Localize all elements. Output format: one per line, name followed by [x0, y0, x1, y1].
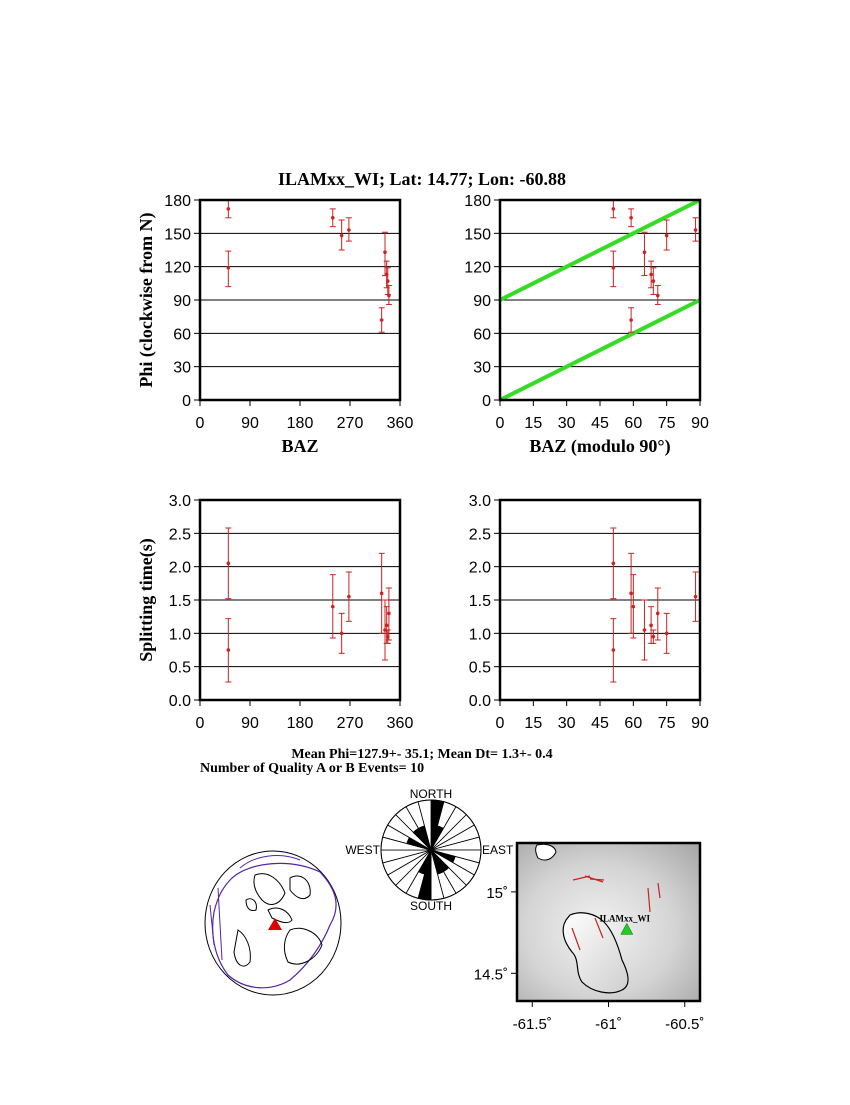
y-tick-label: 0.0 — [168, 693, 191, 710]
point-marker — [649, 273, 653, 277]
data-point — [641, 232, 647, 275]
point-marker — [340, 632, 344, 636]
map-x-tick-label: -61.5˚ — [512, 1016, 552, 1033]
x-tick-label: 0 — [195, 415, 205, 432]
point-marker — [612, 648, 616, 652]
x-tick-label: 0 — [195, 715, 205, 732]
point-marker — [629, 318, 633, 322]
point-marker — [665, 632, 669, 636]
data-point — [664, 220, 670, 250]
point-marker — [656, 612, 660, 616]
station-map — [474, 843, 705, 1033]
point-marker — [347, 228, 351, 232]
point-marker — [227, 562, 231, 566]
y-tick-label: 120 — [164, 259, 191, 277]
rose-west-label: WEST — [345, 843, 380, 857]
x-axis-label: BAZ — [281, 436, 319, 456]
y-tick-label: 2.5 — [468, 526, 491, 544]
point-marker — [652, 279, 656, 283]
dt-vs-baz-mod90-panel — [469, 493, 709, 732]
data-point — [330, 209, 336, 227]
y-tick-label: 0.5 — [468, 659, 491, 677]
data-point — [655, 588, 661, 640]
y-axis-label: Splitting time(s) — [136, 538, 156, 662]
y-tick-label: 0.5 — [168, 659, 191, 677]
y-tick-label: 60 — [473, 326, 491, 344]
point-marker — [612, 207, 616, 211]
y-tick-label: 0 — [182, 393, 191, 410]
x-tick-label: 90 — [691, 715, 709, 732]
x-tick-label: 360 — [386, 415, 414, 432]
x-tick-label: 90 — [241, 715, 259, 732]
data-point — [346, 572, 352, 621]
dt-vs-baz-panel — [136, 493, 413, 732]
data-point — [610, 619, 616, 682]
point-marker — [665, 234, 669, 238]
point-marker — [387, 294, 391, 298]
data-point — [655, 286, 661, 305]
x-tick-label: 45 — [591, 415, 609, 432]
x-tick-label: 180 — [286, 715, 314, 732]
globe-map — [205, 851, 341, 995]
y-axis-label: Phi (clockwise from N) — [136, 212, 156, 388]
x-tick-label: 30 — [557, 715, 576, 732]
data-point — [693, 572, 699, 621]
reference-line — [500, 300, 700, 400]
point-marker — [629, 592, 633, 596]
y-tick-label: 0 — [482, 393, 491, 410]
y-tick-label: 1.0 — [468, 626, 491, 644]
y-tick-label: 2.5 — [168, 526, 191, 544]
point-marker — [632, 605, 636, 609]
rose-east-label: EAST — [482, 843, 514, 857]
x-tick-label: 180 — [286, 415, 314, 432]
y-tick-label: 2.0 — [468, 559, 491, 577]
x-tick-label: 45 — [591, 715, 609, 732]
x-tick-label: 60 — [624, 715, 643, 732]
y-tick-label: 90 — [473, 293, 491, 310]
y-tick-label: 1.5 — [168, 593, 191, 610]
point-marker — [347, 595, 351, 599]
point-marker — [380, 592, 384, 596]
map-x-tick-label: -60.5˚ — [665, 1016, 705, 1033]
y-tick-label: 30 — [473, 359, 491, 377]
data-point — [386, 286, 392, 305]
x-tick-label: 0 — [495, 715, 505, 732]
phi-vs-baz-panel — [136, 193, 413, 456]
y-tick-label: 90 — [173, 293, 191, 310]
x-tick-label: 270 — [336, 415, 364, 432]
y-tick-label: 180 — [164, 193, 191, 210]
y-tick-label: 2.0 — [168, 559, 191, 577]
x-tick-label: 60 — [624, 415, 643, 432]
point-marker — [386, 279, 390, 283]
y-tick-label: 180 — [464, 193, 491, 210]
x-tick-label: 15 — [524, 415, 543, 432]
y-tick-label: 150 — [164, 226, 191, 244]
point-marker — [387, 612, 391, 616]
data-point — [610, 251, 616, 287]
data-point — [641, 600, 647, 660]
x-tick-label: 270 — [336, 715, 364, 732]
data-point — [385, 268, 391, 295]
y-tick-label: 1.0 — [168, 626, 191, 644]
mean-stats: Mean Phi=127.9+- 35.1; Mean Dt= 1.3+- 0.4 — [291, 747, 553, 762]
point-marker — [656, 294, 660, 298]
x-tick-label: 15 — [524, 715, 543, 732]
figure-title: ILAMxx_WI; Lat: 14.77; Lon: -60.88 — [278, 169, 566, 189]
data-point — [610, 200, 616, 218]
event-count: Number of Quality A or B Events= 10 — [200, 761, 425, 776]
point-marker — [694, 595, 698, 599]
data-point — [225, 200, 231, 218]
point-marker — [694, 228, 698, 232]
reference-line — [500, 200, 700, 300]
point-marker — [227, 266, 231, 270]
y-tick-label: 0.0 — [468, 693, 491, 710]
station-label: ILAMxx_WI — [599, 913, 651, 924]
map-y-tick-label: 15˚ — [486, 884, 508, 902]
y-tick-label: 3.0 — [168, 493, 191, 510]
data-point — [330, 575, 336, 638]
x-tick-label: 90 — [691, 415, 709, 432]
point-marker — [652, 635, 656, 639]
point-marker — [643, 250, 647, 254]
y-tick-label: 60 — [173, 326, 191, 344]
data-point — [339, 220, 345, 250]
y-tick-label: 150 — [464, 226, 491, 244]
x-tick-label: 75 — [657, 715, 676, 732]
x-tick-label: 75 — [657, 415, 676, 432]
x-tick-label: 90 — [241, 415, 259, 432]
data-point — [385, 630, 391, 643]
data-point — [225, 251, 231, 287]
point-marker — [227, 648, 231, 652]
data-point — [628, 308, 634, 332]
data-point — [346, 218, 352, 241]
point-marker — [331, 216, 335, 220]
point-marker — [612, 562, 616, 566]
data-point — [379, 553, 385, 633]
point-marker — [380, 318, 384, 322]
y-tick-label: 1.5 — [468, 593, 491, 610]
point-marker — [649, 624, 653, 628]
point-marker — [385, 624, 389, 628]
point-marker — [227, 207, 231, 211]
point-marker — [612, 266, 616, 270]
data-point — [610, 528, 616, 599]
rose-south-label: SOUTH — [410, 899, 452, 913]
point-marker — [331, 605, 335, 609]
x-tick-label: 30 — [557, 415, 576, 432]
y-tick-label: 3.0 — [468, 493, 491, 510]
map-x-tick-label: -61˚ — [595, 1016, 622, 1033]
point-marker — [340, 234, 344, 238]
x-tick-label: 0 — [495, 415, 505, 432]
data-point — [693, 218, 699, 241]
x-tick-label: 360 — [386, 715, 414, 732]
y-tick-label: 120 — [464, 259, 491, 277]
point-marker — [643, 628, 647, 632]
data-point — [225, 619, 231, 682]
x-axis-label: BAZ (modulo 90°) — [529, 436, 671, 456]
data-point — [379, 308, 385, 332]
data-point — [628, 209, 634, 227]
point-marker — [383, 250, 387, 254]
y-tick-label: 30 — [173, 359, 191, 377]
data-point — [225, 528, 231, 599]
phi-vs-baz-mod90-panel — [464, 193, 709, 457]
rose-north-label: NORTH — [409, 787, 453, 801]
map-y-tick-label: 14.5˚ — [473, 966, 508, 984]
point-marker — [629, 216, 633, 220]
